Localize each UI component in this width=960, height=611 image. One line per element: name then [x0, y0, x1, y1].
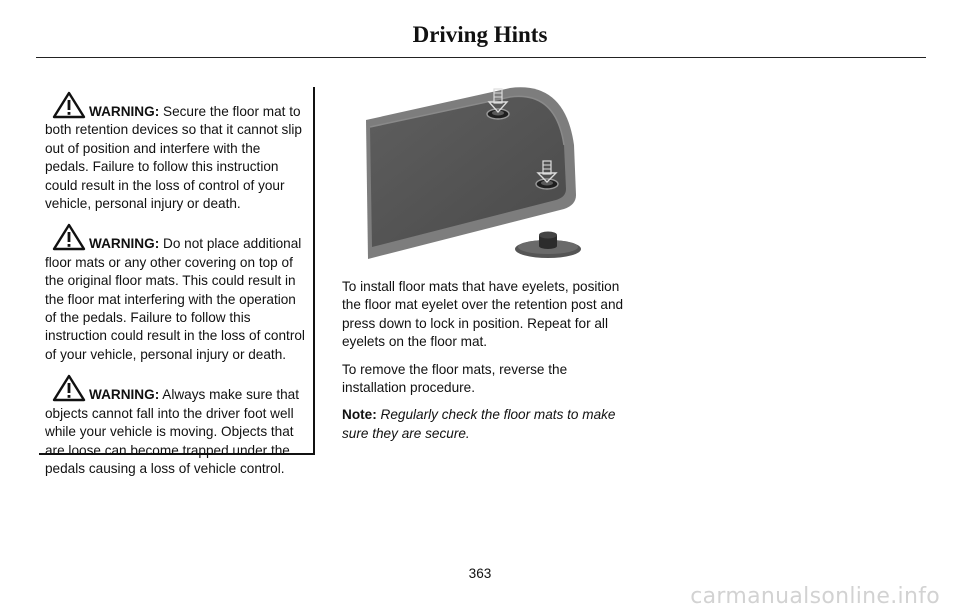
page-title: Driving Hints	[412, 22, 548, 47]
warning-triangle-icon	[52, 91, 86, 119]
warning-text: Secure the floor mat to both retention devices so that it cannot slip out of position and interfere with the pedals. Failure to follow this instruction could result in the loss of control of your vehicle, personal injury or death.	[45, 104, 302, 212]
warning-triangle-icon	[52, 374, 86, 402]
note	[342, 406, 627, 443]
warning-triangle-icon	[52, 223, 86, 251]
mat-eyelet	[536, 179, 558, 189]
instructions	[342, 278, 627, 452]
warning-3	[45, 374, 307, 478]
watermark: carmanualsonline.info	[690, 584, 940, 609]
floor-mat-illustration	[360, 85, 596, 265]
warning-2	[45, 223, 307, 364]
install-instructions: To install floor mats that have eyelets, position the floor mat eyelet over the retention post and press down to lock in position. Repeat for all eyelets on the floor mat.	[342, 279, 624, 350]
note-text: Regularly check the floor mats to make sure they are secure.	[342, 407, 616, 441]
retention-post	[515, 232, 581, 259]
warning-text: Always make sure that objects cannot fall into the driver foot well while your vehicle is moving. Objects that are loose can become trapped under the pedals causing a loss of vehicle control.	[45, 387, 300, 476]
remove-instructions: To remove the floor mats, reverse the installation procedure.	[342, 361, 568, 396]
warning-box	[39, 87, 315, 476]
warning-label: WARNING:	[89, 104, 160, 119]
note-label: Note:	[342, 407, 377, 423]
warning-1	[45, 91, 307, 213]
page-number: 363	[468, 566, 492, 581]
warning-label: WARNING:	[89, 387, 160, 403]
mat-eyelet	[487, 109, 509, 119]
warning-label: WARNING:	[89, 236, 160, 252]
warning-text: Do not place additional floor mats or any other covering on top of the original floor mats. This could result in the floor mat interfering with the operation of the pedals. Failure to follow this instruction could result in the loss of control of your vehicle, personal injury or death.	[45, 236, 305, 362]
header-divider	[36, 57, 926, 58]
